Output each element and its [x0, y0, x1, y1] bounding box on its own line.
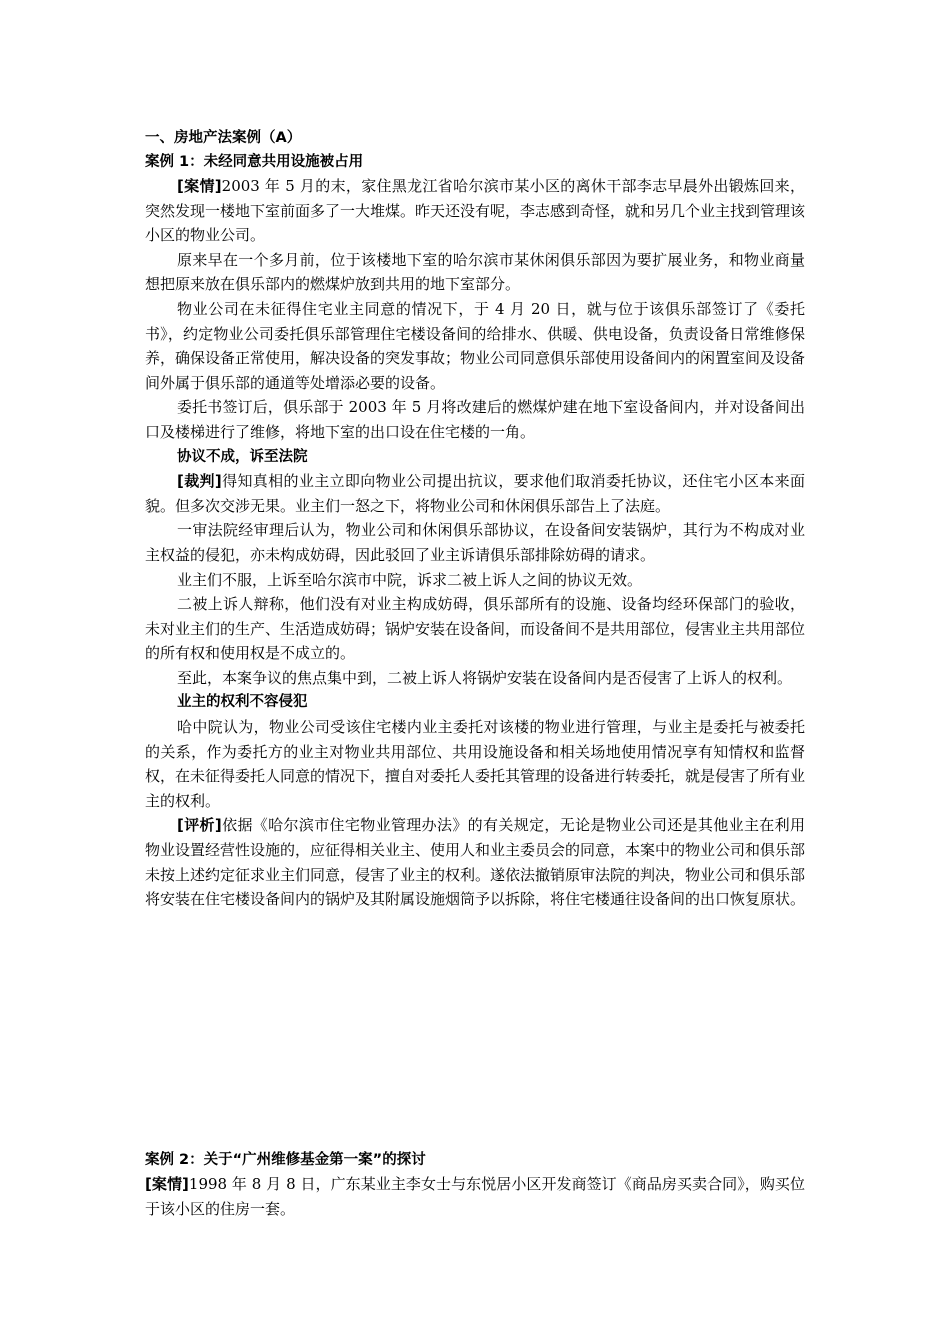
- case1-paragraph-6: 一审法院经审理后认为，物业公司和休闲俱乐部协议，在设备间安装锅炉，其行为不构成对业主权益的侵犯，亦未构成妨碍，因此驳回了业主诉请俱乐部排除妨碍的请求。: [145, 521, 805, 564]
- case1-ruling-paragraph: [145, 469, 805, 518]
- subheading-owner-rights: 业主的权利不容侵犯: [177, 694, 308, 711]
- case1-paragraph-8: 二被上诉人辩称，他们没有对业主构成妨碍，俱乐部所有的设施、设备均经环保部门的验收，未对业主们的生产、生活造成妨碍；锅炉安装在设备间，而设备间不是共用部位，侵害业主共用部位的所有权和使用权是不成立的。: [145, 595, 806, 663]
- subheading-lawsuit: 协议不成，诉至法院: [177, 448, 308, 465]
- facts-tag: [案情]: [177, 177, 222, 195]
- case1-paragraph-9: 至此，本案争议的焦点集中到，二被上诉人将锅炉安装在设备间内是否侵害了上诉人的权利。: [177, 668, 793, 687]
- case1-paragraph-7: 业主们不服，上诉至哈尔滨市中院，诉求二被上诉人之间的协议无效。: [177, 570, 643, 589]
- facts-text: 2003 年 5 月的末，家住黑龙江省哈尔滨市某小区的离休干部李志早晨外出锻炼回来，突然发现一楼地下室前面多了一大堆煤。昨天还没有呢，李志感到奇怪，就和另几个业主找到管理该小区的物业公司。: [145, 177, 806, 245]
- case1-paragraph-4: 委托书签订后，俱乐部于 2003 年 5 月将改建后的燃煤炉建在地下室设备间内，并对设备间出口及楼梯进行了维修，将地下室的出口设在住宅楼的一角。: [145, 398, 805, 441]
- section-title: 一、房地产法案例（A）: [145, 130, 302, 146]
- case1-facts-paragraph: [145, 174, 805, 248]
- case2-facts-tag: [案情]: [145, 1175, 189, 1193]
- ruling-tag: [裁判]: [177, 472, 222, 491]
- case1-title: 案例 1：未经同意共用设施被占用: [145, 154, 364, 170]
- case2-facts-paragraph: [145, 1172, 805, 1221]
- case1-paragraph-3: 物业公司在未征得住宅业主同意的情况下，于 4 月 20 日，就与位于该俱乐部签订了《委托书》，约定物业公司委托俱乐部管理住宅楼设备间的给排水、供暖、供电设备，负责设备日常维修保养，确保设备正常使用，解决设备的突发事故；物业公司同意俱乐部使用设备间内的闲置室间及设备间外属于俱乐部的通道等处增添必要的设备。: [145, 299, 806, 392]
- analysis-text: 依据《哈尔滨市住宅物业管理办法》的有关规定，无论是物业公司还是其他业主在利用物业设置经营性设施的，应征得相关业主、使用人和业主委员会的同意，本案中的物业公司和俱乐部未按上述约定征求业主们同意，侵害了业主的权利。遂依法撤销原审法院的判决，物业公司和俱乐部将安装在住宅楼设备间内的锅炉及其附属设施烟筒予以拆除，将住宅楼通往设备间的出口恢复原状。: [145, 816, 806, 909]
- case2-section: [145, 1148, 805, 1221]
- case1-paragraph-2: 原来早在一个多月前，位于该楼地下室的哈尔滨市某休闲俱乐部因为要扩展业务，和物业商量想把原来放在俱乐部内的燃煤炉放到共用的地下室部分。: [145, 250, 805, 294]
- ruling-text: 得知真相的业主立即向物业公司提出抗议，要求他们取消委托协议，还住宅小区本来面貌。但多次交涉无果。业主们一怒之下，将物业公司和休闲俱乐部告上了法庭。: [145, 472, 805, 515]
- case1-paragraph-10: 哈中院认为，物业公司受该住宅楼内业主委托对该楼的物业进行管理，与业主是委托与被委托的关系，作为委托方的业主对物业共用部位、共用设施设备和相关场地使用情况享有知情权和监督权，在未征得委托人同意的情况下，擅自对委托人委托其管理的设备进行转委托，就是侵害了所有业主的权利。: [145, 718, 806, 810]
- case2-title: 案例 2：关于“广州维修基金第一案”的探讨: [145, 1152, 426, 1168]
- case1-analysis-paragraph: [145, 813, 805, 911]
- case2-facts-text: 1998 年 8 月 8 日，广东某业主李女士与东悦居小区开发商签订《商品房买卖合同》，购买位于该小区的住房一套。: [145, 1175, 805, 1218]
- case1-section: [145, 126, 805, 912]
- analysis-tag: [评析]: [177, 816, 222, 835]
